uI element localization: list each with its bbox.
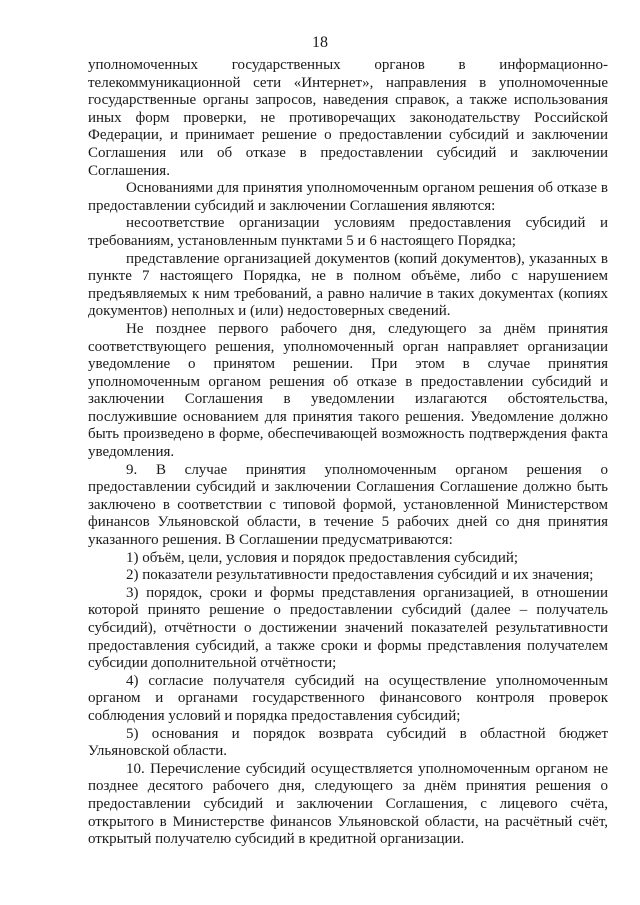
page-number: 18: [312, 34, 328, 51]
paragraph-agreement-clause-3: 3) порядок, сроки и формы представления организацией, в отношении которой принято решение о предоставлении субсидий (далее – получатель субсидий), отчётности о достижении значений показателей результативности предоставления субсидий, а также сроки и формы представления получателем субсидии дополнительной отчётности;: [88, 584, 608, 672]
paragraph-agreement-clause-4: 4) согласие получателя субсидий на осуществление уполномоченным органом и органами государственного финансового контроля проверок соблюдения условий и порядка предоставления субсидий;: [88, 672, 608, 724]
paragraph-item-10-transfer: 10. Перечисление субсидий осуществляется уполномоченным органом не позднее десятого рабочего дня, следующего за днём принятия решения о предоставлении субсидий и заключении Соглашения, с лицевого счёта, открытого в Министерстве финансов Ульяновской области, на расчётный счёт, открытый получателю субсидий в кредитной организации.: [88, 760, 608, 848]
paragraph-refusal-ground-documents: представление организацией документов (копий документов), указанных в пункте 7 настоящего Порядка, не в полном объёме, либо с нарушением предъявляемых к ним требований, а равно наличие в таких документах (копиях документов) неполных и (или) недостоверных сведений.: [88, 250, 608, 320]
paragraph-agreement-clause-5: 5) основания и порядок возврата субсидий в областной бюджет Ульяновской области.: [88, 725, 608, 760]
paragraph-agreement-clause-2: 2) показатели результативности предоставления субсидий и их значения;: [126, 567, 594, 584]
paragraph-refusal-grounds-intro: Основаниями для принятия уполномоченным органом решения об отказе в предоставлении субсидий и заключении Соглашения являются:: [88, 180, 608, 214]
paragraph-verification-continuation: уполномоченных государственных органов в информационно-телекоммуникационной сети «Интернет», направления в уполномоченные государственные органы запросов, наведения справок, а также использования иных форм проверки, не противоречащих законодательству Российской Федерации, и принимает решение о предоставлении субсидий и заключении Соглашения или об отказе в предоставлении субсидий и заключении Соглашения.: [88, 57, 608, 179]
document-body: [88, 57, 608, 849]
paragraph-agreement-clause-1: 1) объём, цели, условия и порядок предоставления субсидий;: [126, 549, 519, 566]
paragraph-notification: Не позднее первого рабочего дня, следующего за днём принятия соответствующего решения, уполномоченный орган направляет организации уведомление о принятом решении. При этом в случае принятия уполномоченным органом решения об отказе в предоставлении субсидий и заключении Соглашения в уведомлении излагаются обстоятельства, послужившие основанием для принятия такого решения. Уведомление должно быть произведено в форме, обеспечивающей возможность подтверждения факта уведомления.: [88, 320, 608, 461]
paragraph-item-9-agreement: 9. В случае принятия уполномоченным органом решения о предоставлении субсидий и заключении Соглашения Соглашение должно быть заключено в соответствии с типовой формой, установленной Министерством финансов Ульяновской области, в течение 5 рабочих дней со дня принятия указанного решения. В Соглашении предусматриваются:: [88, 461, 608, 549]
paragraph-refusal-ground-noncompliance: несоответствие организации условиям предоставления субсидий и требованиям, установленным пунктами 5 и 6 настоящего Порядка;: [88, 215, 608, 249]
